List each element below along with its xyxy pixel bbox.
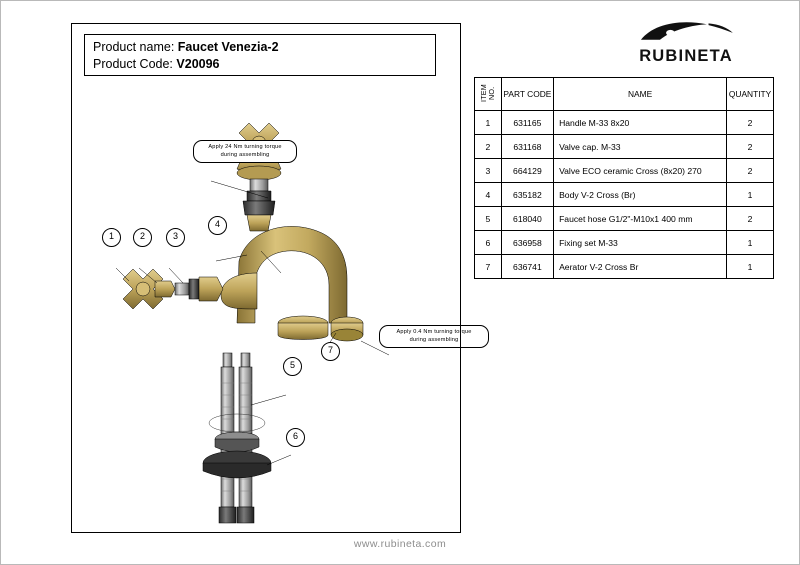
balloon-2: 2 — [133, 228, 152, 247]
table-row — [475, 159, 774, 183]
exploded-assembly-drawing — [71, 23, 461, 533]
cell-qty: 1 — [727, 183, 774, 207]
table-row — [475, 207, 774, 231]
note-top-line1: Apply 24 Nm turning torque — [208, 144, 282, 150]
cell-item: 6 — [475, 231, 502, 255]
cell-qty: 1 — [727, 231, 774, 255]
product-code-value: V20096 — [176, 57, 220, 71]
fixing-set-part — [203, 414, 271, 478]
table-row — [475, 111, 774, 135]
product-name-value: Faucet Venezia-2 — [177, 40, 279, 54]
th-name: NAME — [554, 78, 727, 111]
cell-name: Faucet hose G1/2"-M10x1 400 mm — [554, 207, 727, 231]
th-item-no: ITEM NO. — [475, 78, 502, 111]
cell-code: 631165 — [501, 111, 553, 135]
left-handle-group — [123, 269, 223, 309]
balloon-6: 6 — [286, 428, 305, 447]
note-bottom-line2: during assembling — [409, 336, 459, 343]
note-bottom — [379, 325, 489, 348]
cell-name: Valve ECO ceramic Cross (8x20) 270 — [554, 159, 727, 183]
balloon-7: 7 — [321, 342, 340, 361]
table-row — [475, 135, 774, 159]
product-name-label: Product name: — [93, 40, 175, 54]
cell-item: 3 — [475, 159, 502, 183]
cell-item: 4 — [475, 183, 502, 207]
cell-item: 1 — [475, 111, 502, 135]
cell-code: 635182 — [501, 183, 553, 207]
faucet-body-part — [221, 226, 347, 339]
balloon-5: 5 — [283, 357, 302, 376]
cell-qty: 2 — [727, 159, 774, 183]
balloon-1: 1 — [102, 228, 121, 247]
brand-name: RUBINETA — [639, 47, 733, 65]
cell-item: 2 — [475, 135, 502, 159]
cell-code: 631168 — [501, 135, 553, 159]
footer-website: www.rubineta.com — [353, 538, 447, 550]
brand-block — [601, 19, 771, 66]
cell-name: Aerator V-2 Cross Br — [554, 255, 727, 279]
cell-qty: 2 — [727, 135, 774, 159]
table-row — [475, 255, 774, 279]
cell-item: 5 — [475, 207, 502, 231]
table-row — [475, 183, 774, 207]
note-top-line2: during assembling — [220, 151, 270, 158]
cell-qty: 1 — [727, 255, 774, 279]
cell-name: Valve cap. M-33 — [554, 135, 727, 159]
cell-item: 7 — [475, 255, 502, 279]
balloon-3: 3 — [166, 228, 185, 247]
cell-name: Fixing set M-33 — [554, 231, 727, 255]
cell-qty: 2 — [727, 111, 774, 135]
table-header-row — [475, 78, 774, 111]
cell-code: 664129 — [501, 159, 553, 183]
note-top — [193, 140, 297, 163]
balloon-4: 4 — [208, 216, 227, 235]
cell-name: Body V-2 Cross (Br) — [554, 183, 727, 207]
note-bottom-line1: Apply 0.4 Nm turning torque — [396, 329, 472, 335]
table-row — [475, 231, 774, 255]
swoosh-logo-icon — [634, 19, 738, 45]
cell-code: 636741 — [501, 255, 553, 279]
aerator-part — [331, 317, 363, 341]
parts-table — [474, 77, 774, 279]
cell-code: 618040 — [501, 207, 553, 231]
cell-name: Handle M-33 8x20 — [554, 111, 727, 135]
product-code-label: Product Code: — [93, 57, 173, 71]
th-part-code: PART CODE — [501, 78, 553, 111]
cell-code: 636958 — [501, 231, 553, 255]
cell-qty: 2 — [727, 207, 774, 231]
th-quantity: QUANTITY — [727, 78, 774, 111]
